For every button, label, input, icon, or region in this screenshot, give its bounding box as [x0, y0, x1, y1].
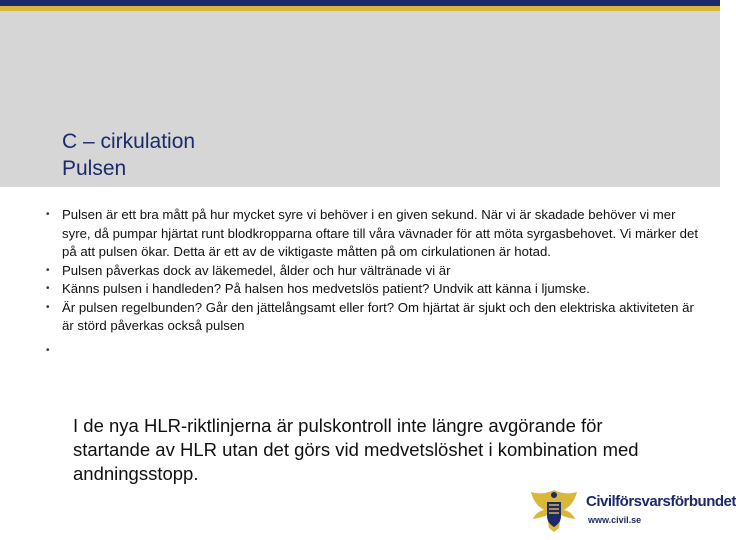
- slide-title-line2: Pulsen: [62, 157, 127, 180]
- callout-text: I de nya HLR-riktlinjerna är pulskontroll inte längre avgörande för startande av HLR utan det görs vid medvetslöshet i kombination med andningsstopp.: [73, 415, 639, 484]
- logo-name: Civilförsvarsförbundet: [586, 493, 736, 510]
- bullet-item: • Pulsen är ett bra mått på hur mycket syre vi behöver i en given sekund. När vi är skadade behöver vi mer syre, då pumpar hjärtat runt blodkropparna oftare till våra vävnader för att möta syrgasbehovet. Vi märker det på att pulsen ökar. Detta är ett av de viktigaste måtten på om cirkulationen är hotad.: [44, 206, 700, 262]
- bullet-item: • Känns pulsen i handleden? På halsen hos medvetslös patient? Undvik att känna i ljumske.: [44, 280, 700, 299]
- winged-shield-emblem-icon: [528, 484, 580, 536]
- bullet-list: [44, 206, 700, 360]
- bullet-item: • Pulsen påverkas dock av läkemedel, ålder och hur vältränade vi är: [44, 262, 700, 281]
- bullet-item-empty: [44, 342, 700, 361]
- slide-title-line1: C – cirkulation: [62, 130, 196, 153]
- logo-url: www.civil.se: [588, 515, 642, 525]
- organization-logo: [528, 484, 736, 536]
- bullet-item: • Är pulsen regelbunden? Går den jättelångsamt eller fort? Om hjärtat är sjukt och den elektriska aktiviteten är är störd påverkas också pulsen: [44, 299, 700, 336]
- slide-title: [62, 128, 195, 182]
